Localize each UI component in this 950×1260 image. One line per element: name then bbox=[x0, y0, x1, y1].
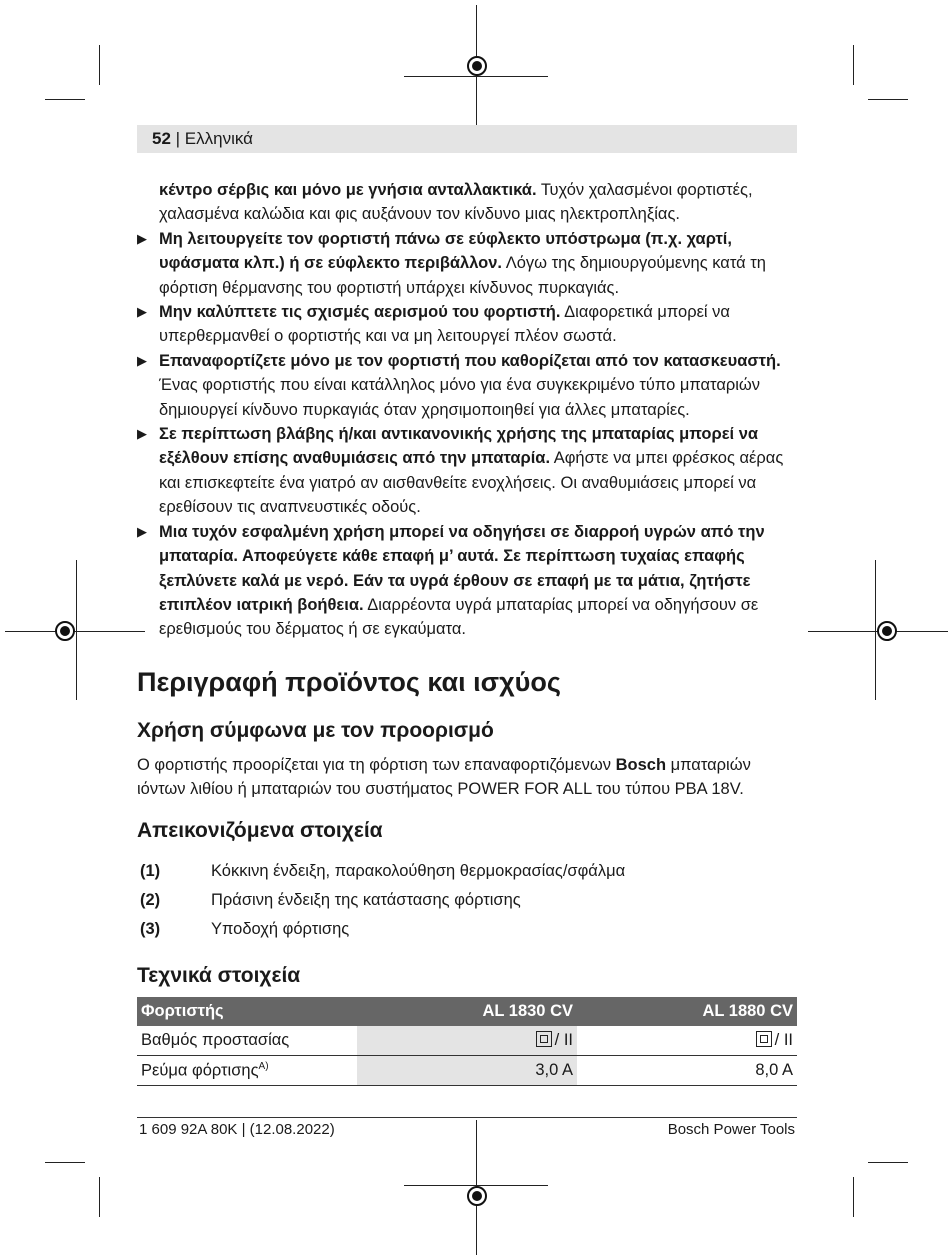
crop-mark bbox=[99, 45, 100, 85]
page-header: 52 | Ελληνικά bbox=[152, 129, 253, 148]
table-row bbox=[137, 1056, 797, 1086]
footnote-ref: A) bbox=[258, 1060, 269, 1072]
crop-mark bbox=[868, 99, 908, 100]
intro-text: Τυχόν χαλασμένοι φορτιστές, χαλασμένα καλώδια και φις αυξάνουν τον κίνδυνο μιας ηλεκτροπληξίας. bbox=[159, 181, 753, 224]
crop-mark bbox=[853, 45, 854, 85]
list-item bbox=[137, 300, 797, 349]
bullet-triangle-icon: ▶ bbox=[137, 304, 147, 320]
bullet-triangle-icon: ▶ bbox=[137, 426, 147, 442]
protection-class-icon bbox=[756, 1031, 772, 1047]
component-label: Υποδοχή φόρτισης bbox=[211, 920, 350, 938]
bullet-text: Διαφορετικά μπορεί να υπερθερμανθεί ο φορτιστής και να μη λειτουργεί πλέον σωστά. bbox=[159, 303, 730, 346]
crop-mark bbox=[5, 631, 145, 632]
bullet-triangle-icon: ▶ bbox=[137, 352, 147, 368]
crop-mark bbox=[875, 560, 876, 700]
brand-name: Bosch bbox=[615, 756, 667, 774]
column-header: AL 1830 CV bbox=[357, 997, 577, 1026]
section-title: Περιγραφή προϊόντος και ισχύος bbox=[137, 667, 561, 697]
row-label-text: Ρεύμα φόρτισης bbox=[141, 1061, 259, 1080]
component-number: (1) bbox=[140, 862, 161, 880]
table-cell bbox=[577, 1026, 797, 1056]
bullet-text: Αφήστε να μπει φρέσκος αέρας και επισκεφτείτε ένα γιατρό αν αισθανθείτε ενοχλήσεις. Οι αναθυμιάσεις μπορεί να ερεθίσουν τις αναπνευστικές οδούς. bbox=[159, 449, 784, 517]
footer-doc-number: 1 609 92A 80K | (12.08.2022) bbox=[139, 1121, 335, 1138]
table-header-row bbox=[137, 997, 797, 1026]
column-header: Φορτιστής bbox=[137, 997, 357, 1026]
crop-mark bbox=[76, 560, 77, 700]
component-label: Κόκκινη ένδειξη, παρακολούθηση θερμοκρασίας/σφάλμα bbox=[211, 862, 626, 880]
bullet-text: Ένας φορτιστής που είναι κατάλληλος μόνο για ένα συγκεκριμένο τύπο μπαταριών δημιουργεί κίνδυνο πυρκαγιάς όταν χρησιμοποιηθεί για άλλες μπαταρίες. bbox=[159, 376, 761, 419]
intended-use-title: Χρήση σύμφωνα με τον προορισμό bbox=[137, 719, 494, 742]
column-header: AL 1880 CV bbox=[577, 997, 797, 1026]
row-label bbox=[137, 1056, 357, 1086]
crop-mark bbox=[868, 1162, 908, 1163]
protection-class-icon bbox=[536, 1031, 552, 1047]
crop-mark bbox=[45, 1162, 85, 1163]
bullet-triangle-icon: ▶ bbox=[137, 230, 147, 246]
list-item bbox=[137, 422, 797, 520]
bullet-triangle-icon: ▶ bbox=[137, 523, 147, 539]
table-cell: 3,0 A bbox=[357, 1056, 577, 1086]
bullet-bold: Μη λειτουργείτε τον φορτιστή πάνω σε εύφλεκτο υπόστρωμα (π.χ. χαρτί, υφάσματα κλπ.) ή σε εύφλεκτο περιβάλλον. bbox=[159, 229, 732, 273]
list-item bbox=[137, 349, 797, 422]
list-item bbox=[137, 520, 797, 642]
bullet-text: Λόγω της δημιουργούμενης κατά τη φόρτιση θέρμανσης του φορτιστή υπάρχει κίνδυνος πυρκαγιάς. bbox=[159, 254, 766, 297]
intended-use-text bbox=[137, 753, 797, 802]
bullet-text: Διαρρέοντα υγρά μπαταρίας μπορεί να οδηγήσουν σε ερεθισμούς του δέρματος ή σε εγκαύματα. bbox=[159, 595, 759, 639]
table-cell bbox=[357, 1026, 577, 1056]
header-language: Ελληνικά bbox=[184, 129, 253, 148]
component-label: Πράσινη ένδειξη της κατάστασης φόρτισης bbox=[211, 891, 521, 909]
cell-value: / II bbox=[774, 1031, 793, 1049]
registration-mark-icon bbox=[467, 1186, 487, 1206]
table-cell: 8,0 A bbox=[577, 1056, 797, 1086]
component-number: (3) bbox=[140, 920, 161, 938]
crop-mark bbox=[99, 1177, 100, 1217]
list-item bbox=[137, 227, 797, 300]
intended-use-after: μπαταριών ιόντων λιθίου ή μπαταριών του συστήματος POWER FOR ALL του τύπου PBA 18V. bbox=[137, 756, 751, 799]
row-label: Βαθμός προστασίας bbox=[137, 1026, 357, 1056]
safety-section bbox=[137, 178, 797, 642]
footer-divider bbox=[137, 1117, 797, 1118]
component-number: (2) bbox=[140, 891, 161, 909]
tech-data-table bbox=[137, 997, 797, 1086]
crop-mark bbox=[404, 76, 548, 77]
table-row bbox=[137, 1026, 797, 1056]
registration-mark-icon bbox=[467, 56, 487, 76]
crop-mark bbox=[853, 1177, 854, 1217]
intro-paragraph bbox=[137, 178, 797, 227]
page-number: 52 bbox=[152, 129, 171, 148]
registration-mark-icon bbox=[877, 621, 897, 641]
bullet-bold: Σε περίπτωση βλάβης ή/και αντικανονικής χρήσης της μπαταρίας μπορεί να εξέλθουν επίσης αναθυμιάσεις από την μπαταρία. bbox=[159, 425, 759, 468]
intro-bold: κέντρο σέρβις και μόνο με γνήσια ανταλλακτικά. bbox=[159, 181, 537, 199]
footer-brand: Bosch Power Tools bbox=[667, 1121, 795, 1138]
tech-data-title: Τεχνικά στοιχεία bbox=[137, 964, 301, 987]
bullet-bold: Επαναφορτίζετε μόνο με τον φορτιστή που καθορίζεται από τον κατασκευαστή. bbox=[159, 351, 781, 370]
registration-mark-icon bbox=[55, 621, 75, 641]
cell-value: / II bbox=[554, 1031, 573, 1049]
bullet-bold: Μην καλύπτετε τις σχισμές αερισμού του φορτιστή. bbox=[159, 303, 561, 322]
crop-mark bbox=[45, 99, 85, 100]
components-title: Απεικονιζόμενα στοιχεία bbox=[137, 819, 383, 842]
bullet-bold: Μια τυχόν εσφαλμένη χρήση μπορεί να οδηγήσει σε διαρροή υγρών από την μπαταρία. Αποφεύγετε κάθε επαφή μ’ αυτά. Σε περίπτωση τυχαίας επαφής ξεπλύνετε καλά με νερό. Εάν τα υγρά έρθουν σε επαφή με τα μάτια, ζητήστε επιπλέον ιατρική βοήθεια. bbox=[159, 522, 765, 614]
intended-use-before: Ο φορτιστής προορίζεται για τη φόρτιση των επαναφορτιζόμενων bbox=[137, 756, 616, 774]
